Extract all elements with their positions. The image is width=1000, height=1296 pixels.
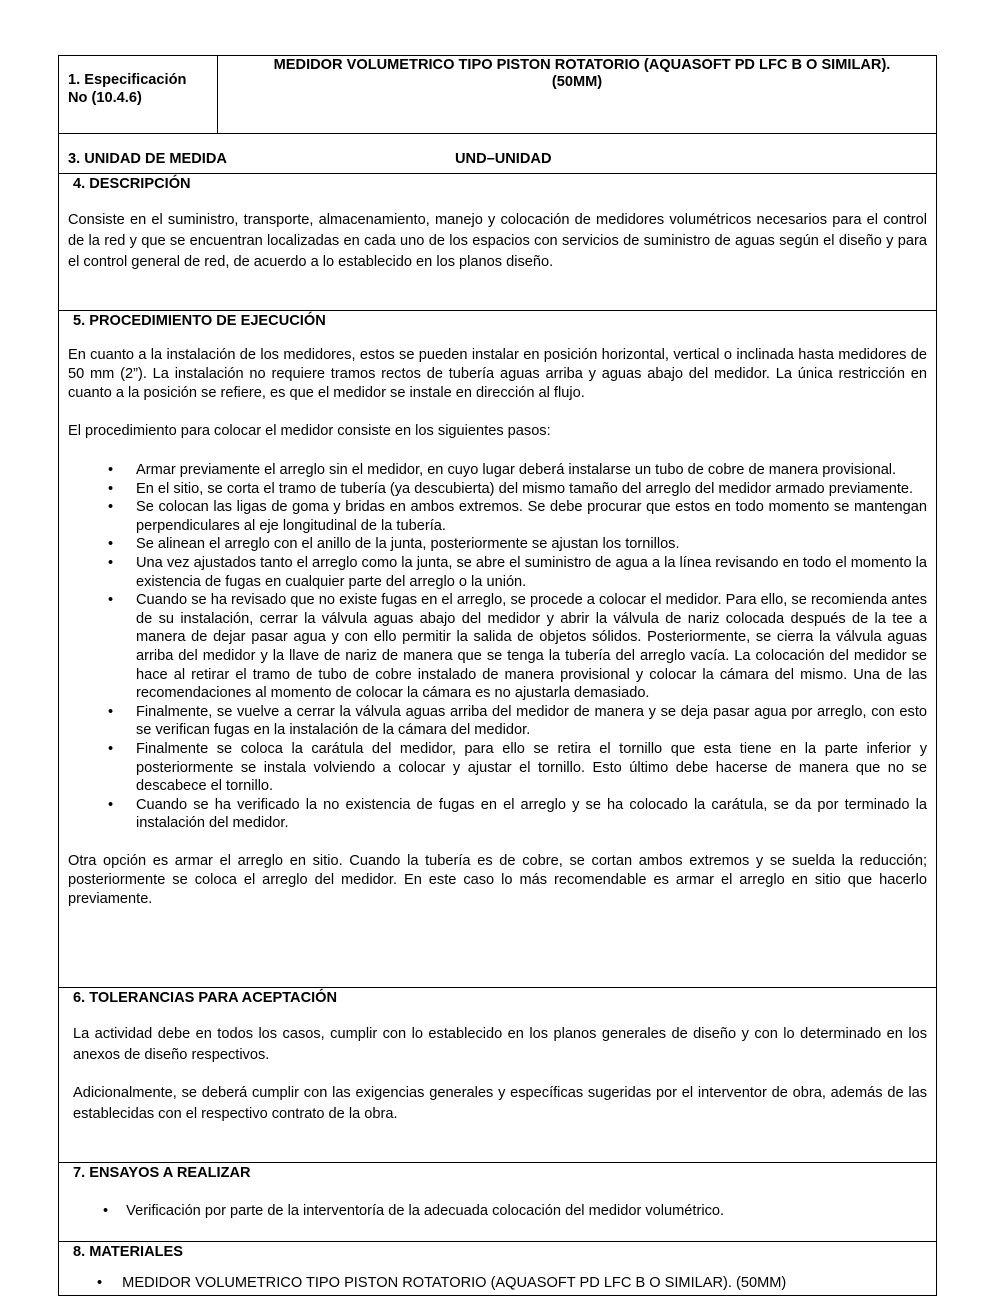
- list-item: • En el sitio, se corta el tramo de tubería (ya descubierta) del mismo tamaño del arreglo del medidor armado previamente.: [108, 480, 914, 497]
- bullet: •: [97, 1275, 103, 1291]
- procedure-steps-intro: El procedimiento para colocar el medidor consiste en los siguientes pasos:: [68, 423, 551, 439]
- bullet: •: [103, 1203, 109, 1219]
- list-item: • Cuando se ha revisado que no existe fugas en el arreglo, se procede a colocar el medidor. Para ello, se recomienda antes de su instalación, cerrar la válvula aguas abajo del medidor y abrir la válvula de nariz colocada después de la tee a manera de dejar pasar agua y con ello permitir la salida de objetos sólidos. Posteriormente, se cierra la válvula aguas arriba del medidor y la llave de nariz de manera que se tenga la tubería del arreglo vacía. La colocación del medidor se hace al retirar el tramo de tubo de cobre instalado de manera provisional y colocar la cámara del mismo. Una de las recomendaciones al momento de colocar la cámara es no ajustarla demasiado.: [108, 592, 927, 702]
- description-text: Consiste en el suministro, transporte, almacenamiento, manejo y colocación de medidores volumétricos necesarios para el control de la red y que se encuentran localizadas en cada uno de los espacios con servicios de suministro de aguas según el diseño y para el control general de red, de acuerdo a lo establecido en los planos diseño.: [68, 212, 927, 270]
- spec-label-cell: [59, 56, 218, 133]
- tolerances-section: [58, 988, 937, 1163]
- list-item: • Cuando se ha verificado la no existencia de fugas en el arreglo y se ha colocado la carátula, se da por terminado la instalación del medidor.: [108, 796, 927, 832]
- procedure-intro: En cuanto a la instalación de los medidores, estos se pueden instalar en posición horizontal, vertical o inclinada hasta medidores de 50 mm (2”). La instalación no requiere tramos rectos de tubería aguas arriba y aguas abajo del medidor. La única restricción en cuanto a la posición se refiere, es que el medidor se instale en dirección al flujo.: [68, 347, 927, 401]
- tests-section: [58, 1163, 937, 1242]
- spec-title: MEDIDOR VOLUMETRICO TIPO PISTON ROTATORIO (AQUASOFT PD LFC B O SIMILAR).: [273, 57, 891, 73]
- spec-label: 1. Especificación No (10.4.6): [68, 72, 187, 106]
- tests-item: • Verificación por parte de la interventoría de la adecuada colocación del medidor volumétrico.: [103, 1203, 725, 1219]
- spec-title-cell: [218, 56, 936, 133]
- materials-section: [58, 1242, 937, 1296]
- procedure-section: [58, 311, 937, 988]
- spec-header-row: [58, 55, 937, 134]
- bullet: •: [108, 740, 114, 757]
- list-item: • Finalmente, se vuelve a cerrar la válvula aguas arriba del medidor de manera y se deja pasar agua por arreglo, con esto se verifican fugas en la instalación de la cámara del medidor.: [108, 703, 927, 739]
- bullet: •: [108, 592, 114, 609]
- list-item: • Armar previamente el arreglo sin el medidor, en cuyo lugar deberá instalarse un tubo de cobre de manera provisional.: [108, 462, 897, 478]
- materials-item: • MEDIDOR VOLUMETRICO TIPO PISTON ROTATORIO (AQUASOFT PD LFC B O SIMILAR). (50MM): [97, 1275, 787, 1291]
- bullet: •: [108, 480, 114, 497]
- bullet: •: [108, 554, 114, 571]
- bullet: •: [108, 462, 114, 478]
- specification-sheet: [58, 55, 937, 1296]
- unit-value: UND–UNIDAD: [455, 151, 552, 167]
- spec-title-size: (50MM): [551, 74, 603, 90]
- procedure-steps-list: [68, 461, 927, 833]
- procedure-outro: Otra opción es armar el arreglo en sitio. Cuando la tubería es de cobre, se cortan ambos extremos y se suelda la reducción; posteriormente se coloca el arreglo del medidor. En este caso lo más recomendable es armar el arreglo en sitio que hacerlo previamente.: [68, 852, 927, 907]
- description-section: [58, 174, 937, 311]
- unit-label: 3. UNIDAD DE MEDIDA: [68, 151, 227, 167]
- bullet: •: [108, 796, 114, 813]
- tolerances-text-1: La actividad debe en todos los casos, cumplir con lo establecido en los planos generales de diseño y con lo determinado en los anexos de diseño respectivos.: [73, 1026, 927, 1063]
- list-item: • Se alinean el arreglo con el anillo de la junta, posteriormente se ajustan los tornillos.: [108, 536, 680, 553]
- tolerances-heading: 6. TOLERANCIAS PARA ACEPTACIÓN: [73, 990, 338, 1006]
- bullet: •: [108, 499, 114, 516]
- bullet: •: [108, 536, 114, 553]
- list-item: • Una vez ajustados tanto el arreglo como la junta, se abre el suministro de agua a la línea revisando en todo el momento la existencia de fugas en cualquier parte del arreglo o la unión.: [108, 554, 927, 590]
- list-item: • Se colocan las ligas de goma y bridas en ambos extremos. Se debe procurar que estos en todo momento se mantengan perpendiculares al eje longitudinal de la tubería.: [108, 499, 927, 534]
- procedure-heading: 5. PROCEDIMIENTO DE EJECUCIÓN: [73, 313, 326, 329]
- list-item: • Finalmente se coloca la carátula del medidor, para ello se retira el tornillo que esta tiene en la parte inferior y posteriormente se instala volviendo a colocar y ajustar el tornillo. Esto último debe hacerse de manera que no se descabece el tornillo.: [108, 740, 927, 795]
- description-heading: 4. DESCRIPCIÓN: [73, 176, 191, 192]
- tests-heading: 7. ENSAYOS A REALIZAR: [73, 1165, 251, 1181]
- unit-row: [58, 134, 937, 174]
- tolerances-text-2: Adicionalmente, se deberá cumplir con las exigencias generales y específicas sugeridas por el interventor de obra, además de las establecidas con el respectivo contrato de la obra.: [73, 1085, 927, 1122]
- bullet: •: [108, 703, 114, 720]
- materials-heading: 8. MATERIALES: [73, 1244, 184, 1260]
